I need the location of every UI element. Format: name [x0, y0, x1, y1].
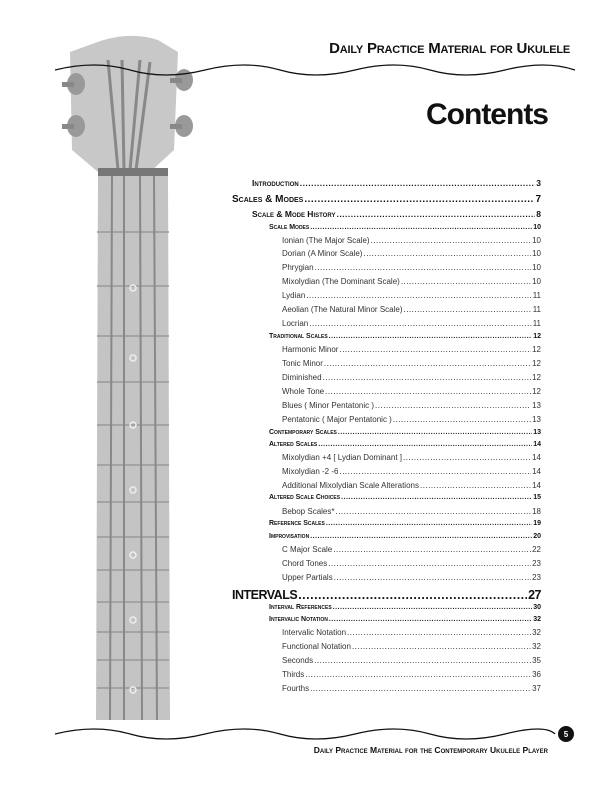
toc-entry-page: 14 [533, 441, 541, 448]
toc-entry-title: Phrygian [282, 263, 314, 272]
toc-entry-title: Scales & Modes [232, 194, 304, 205]
toc-entry-page: 27 [528, 588, 541, 602]
toc-entry-page: 12 [532, 359, 541, 368]
toc-entry [282, 415, 541, 424]
toc-leader-dots [323, 373, 532, 382]
toc-entry [282, 319, 541, 328]
toc-entry-page: 32 [532, 628, 541, 637]
toc-entry-page: 36 [532, 670, 541, 679]
toc-entry-page: 23 [532, 559, 541, 568]
toc-leader-dots [305, 670, 531, 679]
toc-entry [269, 494, 541, 501]
toc-entry-title: Intervalic Notation [269, 616, 328, 623]
toc-entry [282, 559, 541, 568]
toc-leader-dots [375, 401, 531, 410]
toc-entry-page: 13 [532, 401, 541, 410]
toc-leader-dots [306, 291, 531, 300]
toc-entry-title: Bebop Scales* [282, 507, 335, 516]
toc-entry [269, 533, 541, 540]
toc-entry-page: 14 [532, 467, 541, 476]
toc-entry-page: 12 [532, 345, 541, 354]
toc-entry [282, 291, 541, 300]
toc-leader-dots [309, 319, 531, 328]
toc-entry-page: 32 [532, 642, 541, 651]
toc-leader-dots [326, 520, 532, 527]
toc-leader-dots [328, 559, 531, 568]
toc-leader-dots [339, 467, 531, 476]
toc-leader-dots [336, 209, 535, 219]
toc-leader-dots [352, 642, 531, 651]
toc-entry [282, 305, 541, 314]
toc-leader-dots [310, 684, 531, 693]
toc-entry [282, 670, 541, 679]
toc-leader-dots [310, 533, 532, 540]
toc-entry [269, 604, 541, 611]
toc-entry-title: Pentatonic ( Major Pentatonic ) [282, 415, 392, 424]
toc-entry [282, 642, 541, 651]
toc-entry-title: Additional Mixolydian Scale Alterations [282, 481, 419, 490]
toc-entry-page: 22 [532, 545, 541, 554]
toc-entry [282, 387, 541, 396]
toc-entry-title: Locrian [282, 319, 309, 328]
toc-entry [269, 441, 541, 448]
toc-entry-page: 13 [533, 429, 541, 436]
toc-entry [282, 277, 541, 286]
toc-entry-title: Chord Tones [282, 559, 328, 568]
toc-leader-dots [338, 429, 532, 436]
toc-entry-page: 14 [532, 453, 541, 462]
toc-leader-dots [371, 236, 532, 245]
toc-leader-dots [404, 305, 532, 314]
toc-entry-title: Introduction [252, 178, 299, 188]
toc-leader-dots [329, 333, 533, 340]
toc-entry-page: 18 [532, 507, 541, 516]
toc-entry-page: 7 [535, 194, 541, 205]
toc-leader-dots [310, 224, 532, 231]
toc-entry [269, 224, 541, 231]
toc-entry [282, 573, 541, 582]
toc-entry-title: Altered Scales [269, 441, 318, 448]
toc-entry-page: 8 [536, 209, 541, 219]
toc-entry [282, 481, 541, 490]
toc-leader-dots [314, 656, 531, 665]
running-footer-title: Daily Practice Material for the Contemporary Ukulele Player [313, 745, 548, 755]
toc-entry [269, 616, 541, 623]
toc-entry-title: Scale Modes [269, 224, 310, 231]
toc-entry-page: 12 [533, 333, 541, 340]
toc-entry-title: Seconds [282, 656, 314, 665]
toc-entry-page: 10 [532, 236, 541, 245]
toc-entry-title: Contemporary Scales [269, 429, 337, 436]
toc-entry-title: Scale & Mode History [252, 209, 336, 219]
toc-entry-page: 10 [532, 263, 541, 272]
toc-entry-title: Improvisation [269, 533, 310, 540]
toc-entry-page: 37 [532, 684, 541, 693]
toc-entry [282, 249, 541, 258]
toc-leader-dots [339, 345, 531, 354]
toc-entry-title: INTERVALS [232, 588, 298, 602]
toc-entry-page: 11 [532, 291, 541, 300]
toc-entry-title: Interval References [269, 604, 332, 611]
toc-leader-dots [333, 604, 533, 611]
toc-entry [282, 545, 541, 554]
toc-entry-title: Functional Notation [282, 642, 351, 651]
toc-entry [252, 178, 541, 188]
toc-entry-title: Diminished [282, 373, 322, 382]
toc-entry [282, 684, 541, 693]
toc-entry-title: Intervalic Notation [282, 628, 347, 637]
toc-entry-title: Dorian (A Minor Scale) [282, 249, 363, 258]
toc-entry [232, 194, 541, 205]
toc-entry-page: 14 [532, 481, 541, 490]
toc-leader-dots [318, 441, 532, 448]
toc-entry-title: Blues ( Minor Pentatonic ) [282, 401, 375, 410]
toc-entry [282, 656, 541, 665]
toc-entry-page: 11 [532, 319, 541, 328]
toc-entry-title: Tonic Minor [282, 359, 323, 368]
toc-leader-dots [329, 616, 532, 623]
toc-entry-page: 10 [532, 277, 541, 286]
toc-entry-title: Fourths [282, 684, 310, 693]
toc-entry [282, 263, 541, 272]
toc-entry-title: Thirds [282, 670, 305, 679]
toc-entry-title: C Major Scale [282, 545, 333, 554]
toc-entry-page: 19 [533, 520, 541, 527]
toc-entry [282, 345, 541, 354]
toc-entry-title: Upper Partials [282, 573, 333, 582]
toc-entry-page: 12 [532, 387, 541, 396]
toc-leader-dots [420, 481, 531, 490]
toc-entry [269, 429, 541, 436]
toc-entry-title: Mixolydian -2 -6 [282, 467, 339, 476]
toc-leader-dots [403, 453, 531, 462]
page-title: Contents [426, 98, 548, 131]
toc-entry-title: Traditional Scales [269, 333, 328, 340]
toc-leader-dots [335, 507, 531, 516]
toc-entry-title: Altered Scale Choices [269, 494, 341, 501]
toc-entry-page: 20 [533, 533, 541, 540]
toc-entry-page: 13 [532, 415, 541, 424]
toc-entry-page: 15 [533, 494, 541, 501]
toc-leader-dots [333, 545, 531, 554]
toc-entry-page: 3 [536, 178, 541, 188]
toc-leader-dots [325, 387, 531, 396]
toc-leader-dots [363, 249, 531, 258]
toc-leader-dots [334, 573, 531, 582]
toc-entry [269, 520, 541, 527]
toc-entry-title: Mixolydian (The Dominant Scale) [282, 277, 400, 286]
toc-leader-dots [401, 277, 531, 286]
toc-entry-page: 11 [532, 305, 541, 314]
toc-leader-dots [298, 588, 527, 602]
toc-entry-page: 12 [532, 373, 541, 382]
toc-leader-dots [393, 415, 531, 424]
toc-entry [282, 373, 541, 382]
toc-entry [282, 467, 541, 476]
toc-entry [252, 209, 541, 219]
page-number-badge: 5 [558, 726, 574, 742]
toc-entry [282, 628, 541, 637]
toc-entry-page: 23 [532, 573, 541, 582]
toc-entry-title: Harmonic Minor [282, 345, 339, 354]
toc-leader-dots [304, 194, 534, 205]
toc-entry [282, 359, 541, 368]
toc-entry-page: 30 [533, 604, 541, 611]
toc-entry-page: 10 [533, 224, 541, 231]
toc-entry-page: 10 [532, 249, 541, 258]
toc-leader-dots [315, 263, 532, 272]
toc-entry [282, 236, 541, 245]
toc-leader-dots [300, 178, 536, 188]
toc-entry-page: 35 [532, 656, 541, 665]
toc-entry-page: 32 [533, 616, 541, 623]
toc-entry-title: Ionian (The Major Scale) [282, 236, 370, 245]
toc-entry-title: Mixolydian +4 [ Lydian Dominant ] [282, 453, 402, 462]
running-header-title: Daily Practice Material for Ukulele [329, 40, 570, 57]
toc-entry-title: Reference Scales [269, 520, 325, 527]
toc-entry [282, 453, 541, 462]
toc-entry-title: Aeolian (The Natural Minor Scale) [282, 305, 403, 314]
toc-entry-title: Lydian [282, 291, 306, 300]
toc-leader-dots [324, 359, 531, 368]
toc-entry-title: Whole Tone [282, 387, 325, 396]
toc-entry [269, 333, 541, 340]
toc-leader-dots [341, 494, 532, 501]
toc-entry [282, 401, 541, 410]
toc-entry [232, 588, 541, 602]
toc-entry [282, 507, 541, 516]
toc-leader-dots [347, 628, 531, 637]
